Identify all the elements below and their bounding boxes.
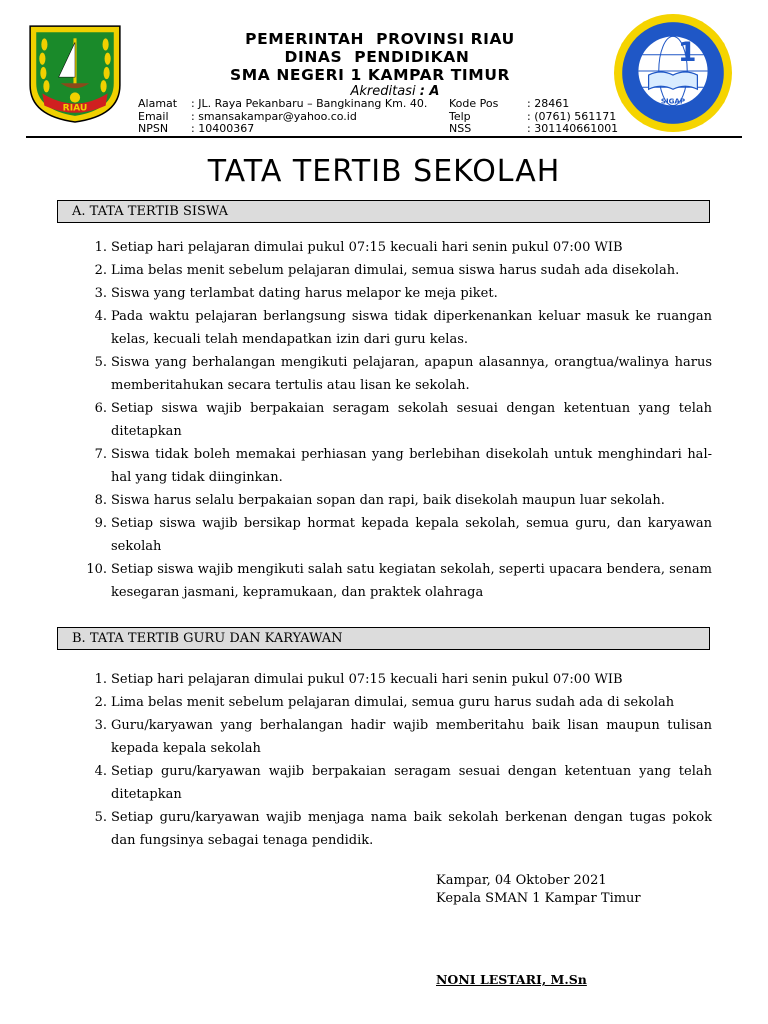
student-rules-list (80, 236, 712, 604)
rule-text: Siswa tidak boleh memakai perhiasan yang berlebihan disekolah untuk menghindari hal-hal yang tidak diinginkan. (111, 447, 712, 485)
letterhead-text (170, 30, 570, 100)
rule-text: Setiap hari pelajaran dimulai pukul 07:15 kecuali hari senin pukul 07:00 WIB (111, 672, 623, 687)
postal-code-label: Kode Pos (449, 97, 499, 110)
rule-number: 1. (94, 672, 107, 687)
rule-number: 3. (94, 286, 107, 301)
rule-number: 7. (94, 447, 107, 462)
rule-number: 10. (86, 562, 107, 577)
riau-crest-caption: RIAU (62, 102, 88, 114)
rule-number: 9. (94, 516, 107, 531)
accreditation-value: : A (419, 84, 440, 99)
section-a-heading: A. TATA TERTIB SISWA (57, 200, 710, 223)
phone-label: Telp (449, 109, 471, 123)
staff-rules-list (80, 668, 712, 852)
rule-text: Lima belas menit sebelum pelajaran dimulai, semua guru harus sudah ada di sekolah (111, 695, 675, 710)
rule-item (80, 282, 712, 305)
rule-number: 4. (94, 764, 107, 779)
rule-text: Setiap guru/karyawan wajib berpakaian seragam sesuai dengan ketentuan yang telah ditetapkan (111, 764, 712, 802)
rule-item (80, 668, 712, 691)
rule-text: Siswa harus selalu berpakaian sopan dan rapi, baik disekolah maupun luar sekolah. (111, 493, 665, 508)
rule-number: 2. (94, 263, 107, 278)
rule-number: 3. (94, 718, 107, 733)
rule-item (80, 351, 712, 397)
rule-item (80, 760, 712, 806)
nss-label: NSS (449, 122, 472, 135)
signer-name: NONI LESTARI, M.Sn (436, 972, 587, 987)
rule-item (80, 806, 712, 852)
contact-row (138, 98, 738, 111)
contact-block (138, 98, 738, 136)
rule-number: 5. (94, 810, 107, 825)
postal-code-value: : 28461 (527, 97, 570, 110)
rule-number: 2. (94, 695, 107, 710)
department-line: DINAS PENDIDIKAN (284, 48, 470, 66)
header-divider (26, 136, 742, 138)
phone-value: : (0761) 561171 (527, 109, 617, 123)
rule-number: 5. (94, 355, 107, 370)
rule-number: 1. (94, 240, 107, 255)
rule-number: 4. (94, 309, 107, 324)
rule-text: Lima belas menit sebelum pelajaran dimulai, semua siswa harus sudah ada disekolah. (111, 263, 680, 278)
place-date: Kampar, 04 Oktober 2021 (436, 873, 607, 888)
rule-item (80, 512, 712, 558)
government-line: PEMERINTAH PROVINSI RIAU (245, 30, 515, 48)
rule-item (80, 691, 712, 714)
rule-item (80, 397, 712, 443)
rule-number: 6. (94, 401, 107, 416)
rule-item (80, 714, 712, 760)
accreditation-label: Akreditasi (350, 84, 416, 99)
rule-text: Setiap siswa wajib mengikuti salah satu kegiatan sekolah, seperti upacara bendera, senam kesegaran jasmani, kepramukaan, dan praktek olahraga (111, 562, 712, 600)
email-label: Email (138, 109, 169, 123)
rule-text: Setiap siswa wajib berpakaian seragam sekolah sesuai dengan ketentuan yang telah ditetapkan (111, 401, 712, 439)
rule-item (80, 259, 712, 282)
rule-text: Setiap hari pelajaran dimulai pukul 07:15 kecuali hari senin pukul 07:00 WIB (111, 240, 623, 255)
address-value: : JL. Raya Pekanbaru – Bangkinang Km. 40. (191, 97, 428, 110)
rule-text: Pada waktu pelajaran berlangsung siswa tidak diperkenankan keluar masuk ke ruangan kelas, kecuali telah mendapatkan izin dari guru kelas. (111, 309, 712, 347)
rule-text: Siswa yang terlambat dating harus melapor ke meja piket. (111, 286, 498, 301)
rule-item (80, 489, 712, 512)
contact-row (138, 123, 738, 136)
npsn-value: : 10400367 (191, 122, 255, 135)
section-b-heading: B. TATA TERTIB GURU DAN KARYAWAN (57, 627, 710, 650)
rule-item (80, 558, 712, 604)
rule-text: Setiap siswa wajib bersikap hormat kepada kepala sekolah, semua guru, dan karyawan sekolah (111, 516, 712, 554)
emblem-numeral: 1 (678, 36, 697, 68)
riau-crest-logo (24, 22, 126, 124)
document-title: TATA TERTIB SEKOLAH (207, 154, 561, 189)
address-label: Alamat (138, 97, 178, 110)
emblem-caption: SIGAP (660, 96, 686, 106)
email-value: : smansakampar@yahoo.co.id (191, 109, 357, 123)
rule-text: Siswa yang berhalangan mengikuti pelajaran, apapun alasannya, orangtua/walinya harus memberitahukan secara tertulis atau lisan ke sekolah. (111, 355, 712, 393)
rule-text: Guru/karyawan yang berhalangan hadir wajib memberitahu baik lisan maupun tulisan kepada kepala sekolah (111, 718, 712, 756)
rule-text: Setiap guru/karyawan wajib menjaga nama baik sekolah berkenan dengan tugas pokok dan fungsinya sebagai tenaga pendidik. (111, 810, 712, 848)
npsn-label: NPSN (138, 122, 169, 135)
rule-item (80, 305, 712, 351)
school-name: SMA NEGERI 1 KAMPAR TIMUR (229, 66, 511, 84)
signature-block (436, 872, 736, 908)
rule-item (80, 236, 712, 259)
rule-number: 8. (94, 493, 107, 508)
nss-value: : 301140661001 (527, 122, 619, 135)
rule-item (80, 443, 712, 489)
signer-position: Kepala SMAN 1 Kampar Timur (436, 891, 641, 906)
